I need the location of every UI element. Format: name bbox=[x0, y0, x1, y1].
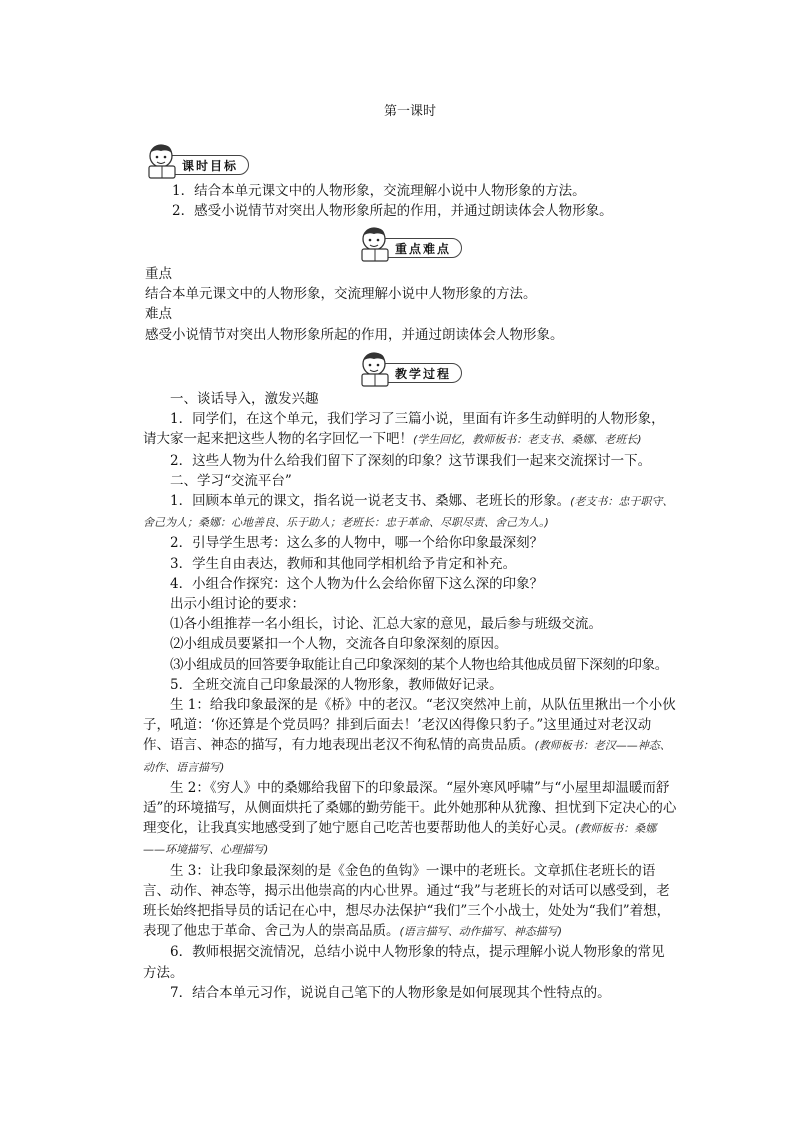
section-badge-goals bbox=[145, 150, 265, 176]
goal-item: 2．感受小说情节对突出人物形象所起的作用，并通过朗读体会人物形象。 bbox=[172, 203, 613, 220]
teacher-note: (语言描写、动作描写、神态描写) bbox=[399, 925, 563, 939]
paragraph: 2．引导学生思考：这么多的人物中，哪一个给你印象最深刻？ bbox=[170, 535, 544, 552]
student-answer: 生 3：让我印象最深刻的是《金色的鱼钩》一课中的老班长。文章抓住老班长的语言、动作、神态等，揭示出他崇高的内心世界。通过“我”与老班长的对话可以感受到，老班长始终把指导员的话记在心中，想尽办法保护“我们”三个小战士，处处为“我们”着想，表现了他忠于革命、舍己为人的崇高品质。(语言描写、动作描写、神态描写) bbox=[143, 862, 671, 940]
heading-intro: 一、谈话导入，激发兴趣 bbox=[170, 391, 319, 407]
heading-exchange: 二、学习“交流平台” bbox=[170, 472, 292, 489]
difficulty-label: 难点 bbox=[145, 306, 172, 323]
paragraph: 7．结合本单元习作，说说自己笔下的人物形象是如何展现其个性特点的。 bbox=[170, 984, 611, 1001]
student-answer: 生 1：给我印象最深的是《桥》中的老汉。“老汉突然冲上前，从队伍里揪出一个小伙子，吼道：‘你还算是个党员吗？排到后面去！’老汉凶得像只豹子。”这里通过对老汉动作、语言、神态的描写，有力地表现出老汉不徇私情的高贵品质。(教师板书：老汉——神态、动作、语言描写) bbox=[143, 697, 676, 774]
paragraph: 6．教师根据交流情况，总结小说中人物形象的特点，提示理解小说人物形象的常见方法。 bbox=[143, 944, 665, 981]
paragraph: 2．这些人物为什么给我们留下了深刻的印象？这节课我们一起来交流探讨一下。 bbox=[170, 452, 652, 469]
page-title: 第一课时 bbox=[383, 104, 436, 119]
boy-reading-icon bbox=[358, 225, 392, 265]
keypoints-block bbox=[145, 264, 675, 345]
section-title-keypoints: 重点难点 bbox=[376, 238, 462, 258]
paragraph: 5．全班交流自己印象最深的人物形象，教师做好记录。 bbox=[170, 676, 503, 693]
paragraph: 1．同学们，在这个单元，我们学习了三篇小说，里面有许多生动鲜明的人物形象，请大家一起来把这些人物的名字回忆一下吧！(学生回忆，教师板书：老支书、桑娜、老班长) bbox=[143, 411, 665, 448]
requirement-item: ⑶小组成员的回答要争取能让自己印象深刻的某个人物也给其他成员留下深刻的印象。 bbox=[170, 656, 668, 673]
goal-item: 1．结合本单元课文中的人物形象，交流理解小说中人物形象的方法。 bbox=[172, 183, 586, 199]
process-block bbox=[143, 389, 677, 1003]
difficulty-text: 感受小说情节对突出人物形象所起的作用，并通过朗读体会人物形象。 bbox=[145, 326, 564, 343]
paragraph: 3．学生自由表达，教师和其他同学相机给予肯定和补充。 bbox=[170, 555, 517, 572]
student-answer: 生 2：《穷人》中的桑娜给我留下的印象最深。“屋外寒风呼啸”与“小屋里却温暖而舒适”的环境描写，从侧面烘托了桑娜的勤劳能干。此外她那种从犹豫、担忧到下定决心的心理变化，让我真实地感受到了她宁愿自己吃苦也要帮助他人的美好心灵。(教师板书：桑娜——环境描写、心理描写) bbox=[143, 779, 677, 857]
requirement-item: ⑴各小组推荐一名小组长，讨论、汇总大家的意见，最后参与班级交流。 bbox=[170, 616, 602, 633]
requirement-item: ⑵小组成员要紧扣一个人物，交流各自印象深刻的原因。 bbox=[170, 636, 508, 653]
key-label: 重点 bbox=[145, 266, 172, 282]
teacher-note: (教师板书：桑娜——环境描写、心理描写) bbox=[143, 822, 657, 857]
paragraph: 出示小组讨论的要求： bbox=[170, 596, 305, 613]
boy-reading-icon bbox=[145, 142, 179, 182]
paragraph: 4．小组合作探究：这个人物为什么会给你留下这么深的印象？ bbox=[170, 575, 544, 592]
section-title-goals: 课时目标 bbox=[163, 155, 249, 175]
section-badge-process bbox=[358, 358, 478, 384]
teacher-note: (学生回忆，教师板书：老支书、桑娜、老班长) bbox=[413, 433, 642, 447]
teacher-note: (教师板书：老汉——神态、动作、语言描写) bbox=[143, 739, 671, 774]
teacher-note: (老支书：忠于职守、舍己为人；桑娜：心地善良、乐于助人；老班长：忠于革命、尽职尽责、舍己为人。) bbox=[143, 495, 674, 530]
section-badge-keypoints bbox=[358, 233, 478, 259]
paragraph: 1．回顾本单元的课文，指名说一说老支书、桑娜、老班长的形象。(老支书：忠于职守、舍己为人；桑娜：心地善良、乐于助人；老班长：忠于革命、尽职尽责、舍己为人。) bbox=[143, 493, 674, 530]
boy-reading-icon bbox=[358, 350, 392, 390]
goals-list bbox=[145, 181, 675, 221]
key-text: 结合本单元课文中的人物形象，交流理解小说中人物形象的方法。 bbox=[145, 286, 537, 303]
section-title-process: 教学过程 bbox=[376, 363, 462, 383]
